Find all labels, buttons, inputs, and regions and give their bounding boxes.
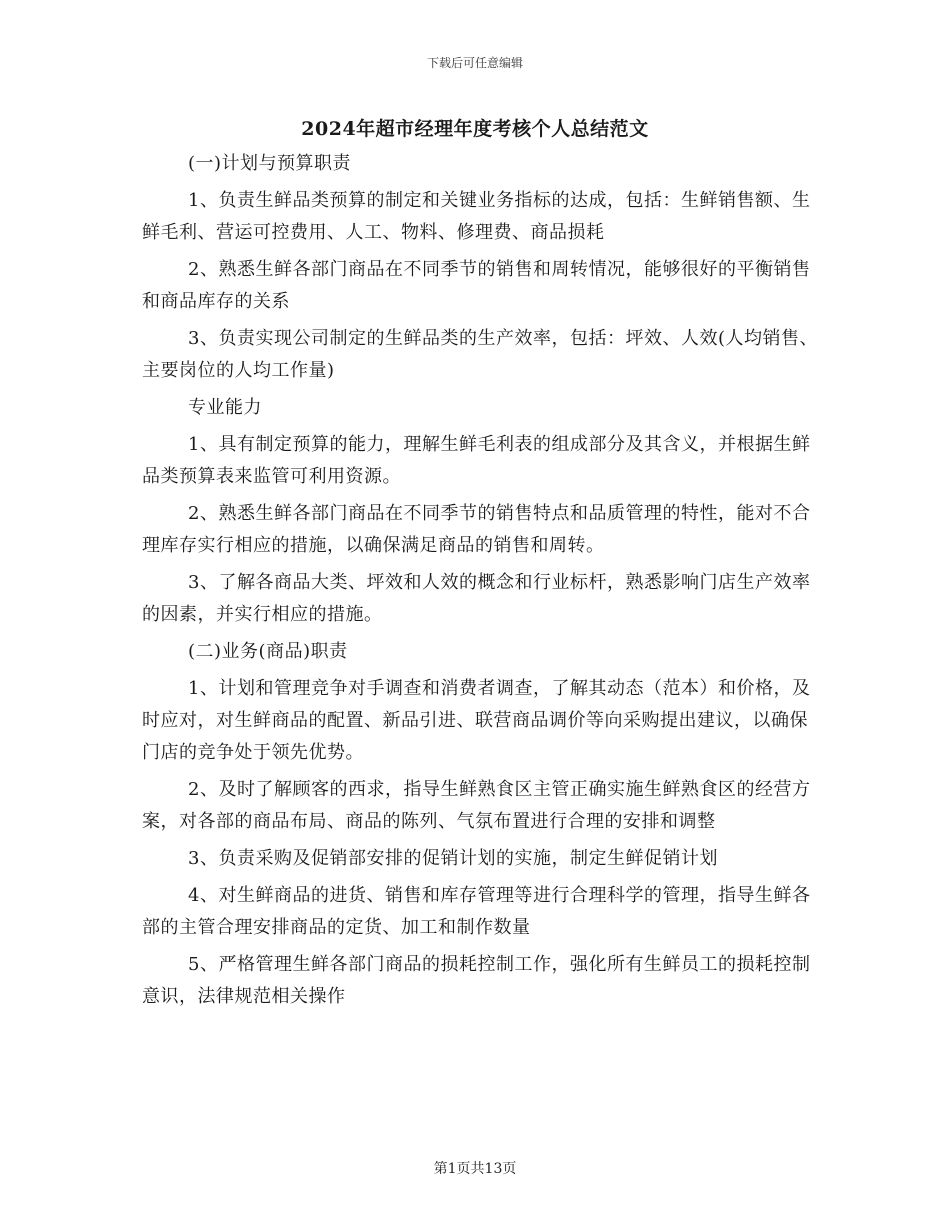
paragraph: 5、严格管理生鲜各部门商品的损耗控制工作，强化所有生鲜员工的损耗控制意识，法律规范相关操作 <box>142 954 811 1007</box>
paragraph: 1、具有制定预算的能力，理解生鲜毛利表的组成部分及其含义，并根据生鲜品类预算表来监管可利用资源。 <box>142 434 811 487</box>
section-heading-professional-ability: 专业能力 <box>188 397 262 418</box>
section-heading-plan-budget: (一)计划与预算职责 <box>188 153 352 174</box>
paragraph: 1、计划和管理竞争对手调查和消费者调查，了解其动态（范本）和价格，及时应对，对生鲜商品的配置、新品引进、联营商品调价等向采购提出建议，以确保门店的竞争处于领先优势。 <box>142 678 811 763</box>
document-title: 2024年超市经理年度考核个人总结范文 <box>301 118 649 140</box>
paragraph: 1、负责生鲜品类预算的制定和关键业务指标的达成，包括：生鲜销售额、生鲜毛利、营运可控费用、人工、物料、修理费、商品损耗 <box>142 190 811 243</box>
paragraph: 3、负责实现公司制定的生鲜品类的生产效率，包括：坪效、人效(人均销售、主要岗位的人均工作量) <box>142 328 818 381</box>
document-body <box>142 148 822 1018</box>
section-heading-business-duties: (二)业务(商品)职责 <box>188 641 348 662</box>
paragraph: 2、熟悉生鲜各部门商品在不同季节的销售和周转情况，能够很好的平衡销售和商品库存的关系 <box>142 259 811 312</box>
paragraph: 2、熟悉生鲜各部门商品在不同季节的销售特点和品质管理的特性，能对不合理库存实行相应的措施，以确保满足商品的销售和周转。 <box>142 503 811 556</box>
paragraph: 3、了解各商品大类、坪效和人效的概念和行业标杆，熟悉影响门店生产效率的因素，并实行相应的措施。 <box>142 572 811 625</box>
paragraph: 2、及时了解顾客的西求，指导生鲜熟食区主管正确实施生鲜熟食区的经营方案，对各部的商品布局、商品的陈列、气氛布置进行合理的安排和调整 <box>142 779 811 832</box>
page-number: 第1页共13页 <box>433 1161 517 1177</box>
paragraph: 4、对生鲜商品的进货、销售和库存管理等进行合理科学的管理，指导生鲜各部的主管合理安排商品的定货、加工和制作数量 <box>142 885 811 938</box>
paragraph: 3、负责采购及促销部安排的促销计划的实施，制定生鲜促销计划 <box>188 848 718 869</box>
page-header-note: 下载后可任意编辑 <box>426 56 523 70</box>
